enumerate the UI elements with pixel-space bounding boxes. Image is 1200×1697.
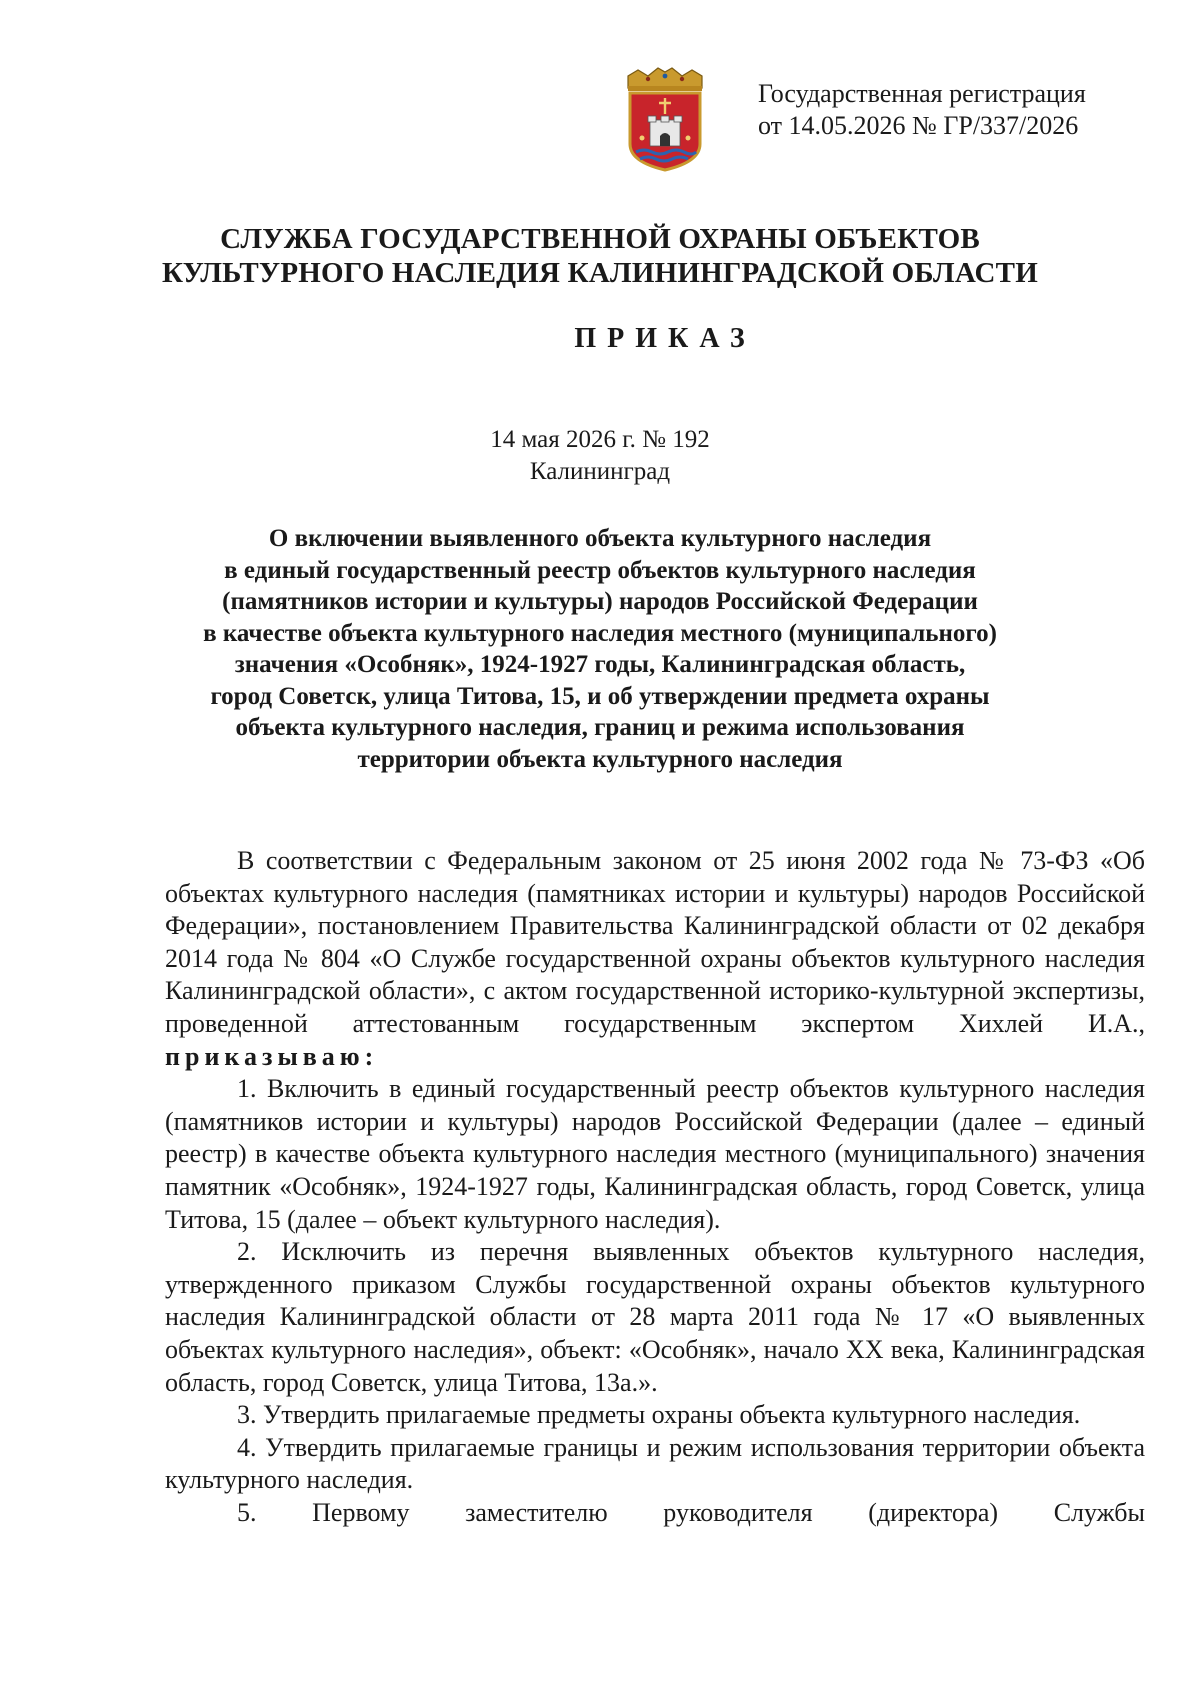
- order-item-1: 1. Включить в единый государственный реестр объектов культурного наследия (памятников истории и культуры) народов Российской Федерации (далее – единый реестр) в качестве объекта культурного наследия местного (муниципального) значения памятник «Особняк», 1924-1927 годы, Калининградская область, город Советск, улица Титова, 15 (далее – объект культурного наследия).: [165, 1074, 1145, 1234]
- order-item-4: 4. Утвердить прилагаемые границы и режим использования территории объекта культурного наследия.: [165, 1432, 1145, 1495]
- subject-line: в единый государственный реестр объектов культурного наследия: [224, 556, 976, 584]
- subject-line: (памятников истории и культуры) народов Российской Федерации: [222, 588, 978, 615]
- subject-line: объекта культурного наследия, границ и режима использования: [235, 714, 965, 741]
- order-subject: [0, 523, 1200, 775]
- organization-line-2: КУЛЬТУРНОГО НАСЛЕДИЯ КАЛИНИНГРАДСКОЙ ОБЛАСТИ: [162, 257, 1038, 289]
- registration-line-1: Государственная регистрация: [758, 79, 1086, 108]
- preamble-text: В соответствии с Федеральным законом от 25 июня 2002 года № 73-ФЗ «Об объектах культурного наследия (памятниках истории и культуры) народов Российской Федерации», постановлением Правительства Калининградской области от 02 декабря 2014 года № 804 «О Службе государственной охраны объектов культурного наследия Калининградской области», с актом государственной историко-культурной экспертизы, проведенной аттестованным государственным экспертом Хихлей И.А.,: [165, 846, 1145, 1038]
- order-word: приказываю:: [165, 1041, 379, 1071]
- subject-line: значения «Особняк», 1924-1927 годы, Калининградская область,: [234, 651, 966, 678]
- subject-line: город Советск, улица Титова, 15, и об утверждении предмета охраны: [210, 682, 990, 710]
- order-date-number: 14 мая 2026 г. № 192: [490, 426, 710, 453]
- state-registration-stamp: [758, 78, 1158, 142]
- registration-line-2: от 14.05.2026 № ГР/337/2026: [758, 111, 1079, 140]
- organization-name: [0, 222, 1200, 290]
- order-item-5: 5. Первому заместителю руководителя (директора) Службы: [237, 1497, 1145, 1527]
- document-type: ПРИКАЗ: [574, 323, 756, 354]
- coat-of-arms-icon: [622, 66, 708, 172]
- preamble-paragraph: [165, 845, 1145, 1073]
- order-body: [165, 845, 1145, 1529]
- subject-line: О включении выявленного объекта культурного наследия: [268, 525, 932, 552]
- subject-line: территории объекта культурного наследия: [357, 745, 843, 773]
- order-city: Калининград: [529, 458, 671, 485]
- date-and-place: [0, 424, 1200, 488]
- order-item-3: 3. Утвердить прилагаемые предметы охраны объекта культурного наследия.: [237, 1400, 1081, 1430]
- organization-line-1: СЛУЖБА ГОСУДАРСТВЕННОЙ ОХРАНЫ ОБЪЕКТОВ: [220, 223, 980, 255]
- order-item-2: 2. Исключить из перечня выявленных объектов культурного наследия, утвержденного приказом Службы государственной охраны объектов культурного наследия Калининградской области от 28 марта 2011 года № 17 «О выявленных объектах культурного наследия», объект: «Особняк», начало XX века, Калининградская область, город Советск, улица Титова, 13а.».: [165, 1237, 1145, 1397]
- subject-line: в качестве объекта культурного наследия местного (муниципального): [203, 619, 997, 647]
